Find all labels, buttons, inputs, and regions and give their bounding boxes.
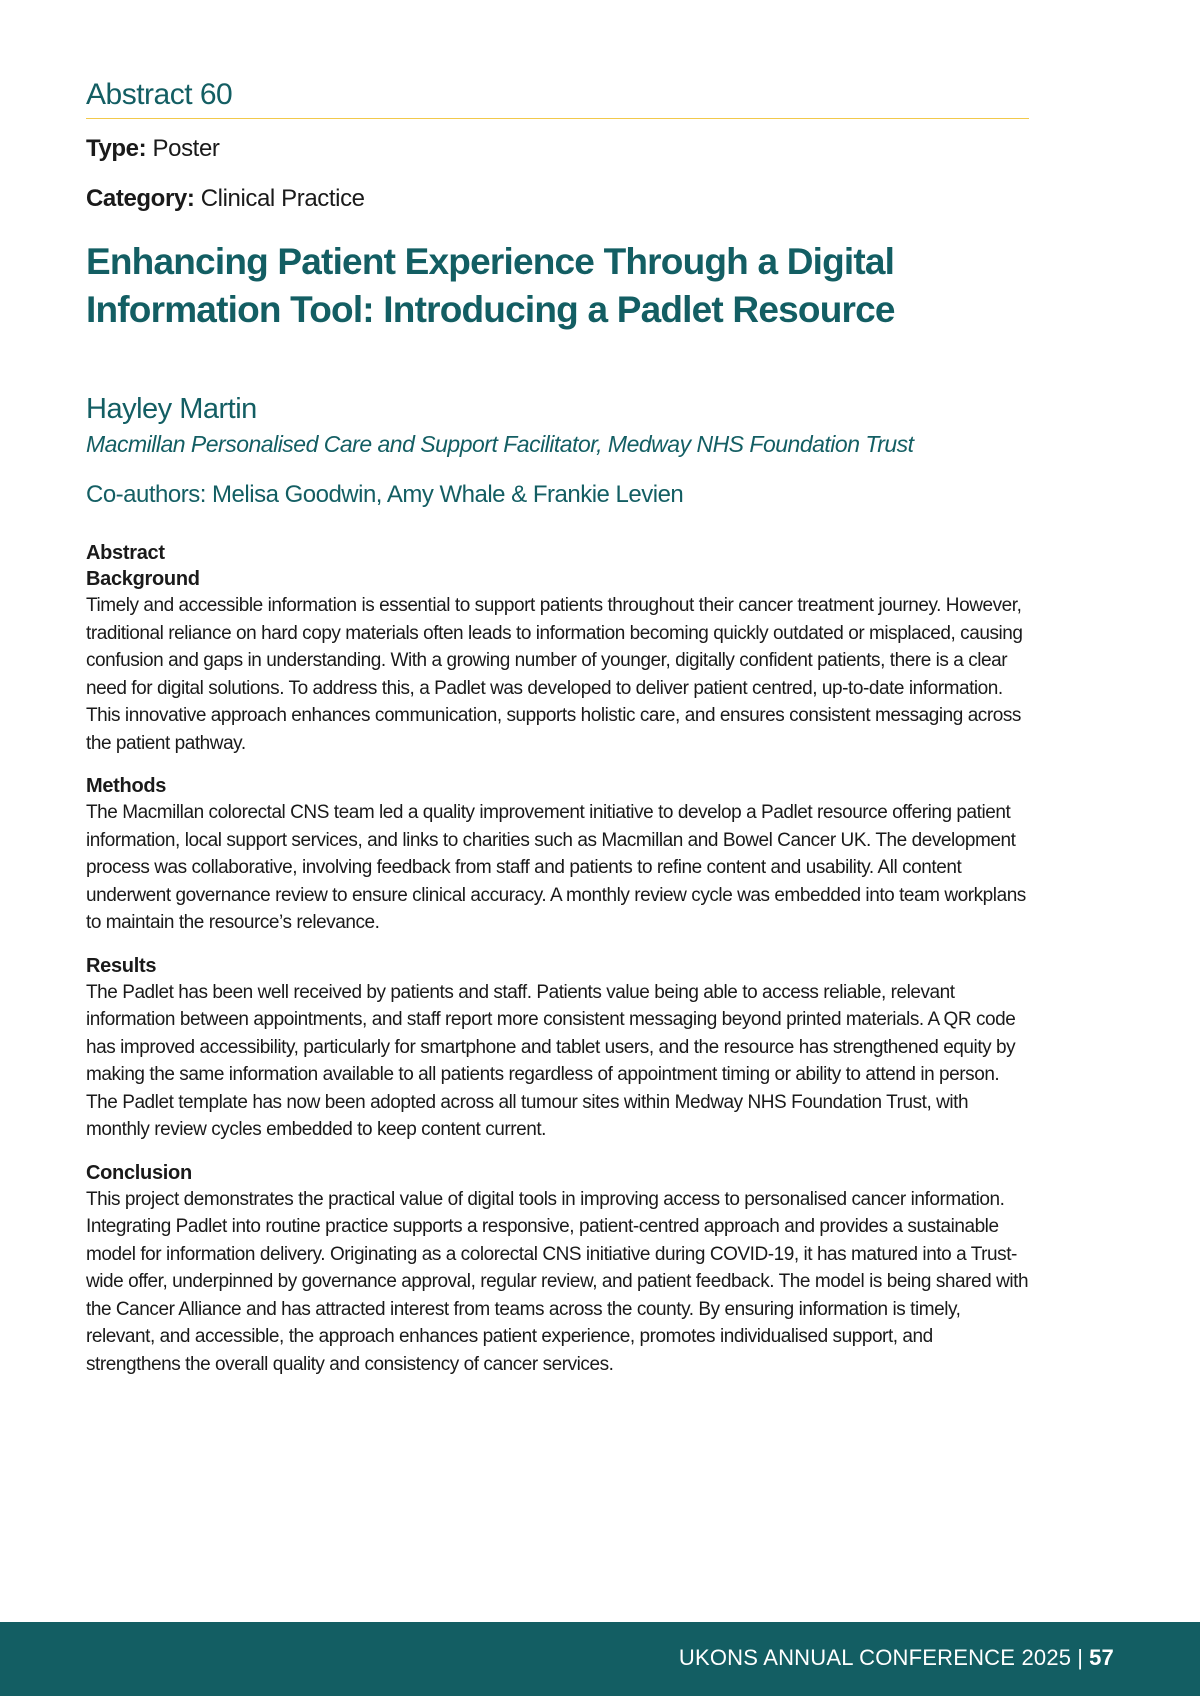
abstract-number: Abstract 60 (86, 78, 233, 111)
type-label: Type: (86, 135, 147, 162)
footer-separator: | (1077, 1645, 1084, 1670)
section-heading: Conclusion (86, 1161, 192, 1184)
author-name: Hayley Martin (86, 393, 257, 425)
section-text: The Padlet has been well received by patients and staff. Patients value being able to access reliable, relevant information between appointments, and staff report more consistent messaging beyond printed materials. A QR code has improved accessibility, particularly for smartphone and tablet users, and the resource has strengthened equity by making the same information available to all patients regardless of appointment timing or ability to attend in person. The Padlet template has now been adopted across all tumour sites within Medway NHS Foundation Trust, with monthly review cycles embedded to keep content current. (86, 981, 1016, 1140)
header-divider (86, 118, 1029, 119)
category-line (86, 186, 365, 212)
section-methods (86, 773, 1029, 937)
section-background (86, 566, 1029, 757)
page-number: 57 (1089, 1645, 1114, 1670)
abstract-body (86, 540, 1029, 1394)
conference-name: UKONS ANNUAL CONFERENCE 2025 (678, 1645, 1072, 1670)
footer-text (679, 1646, 1114, 1670)
page-footer (0, 1622, 1200, 1696)
author-affiliation: Macmillan Personalised Care and Support Facilitator, Medway NHS Foundation Trust (86, 431, 914, 457)
section-text: This project demonstrates the practical value of digital tools in improving access to personalised cancer information. Integrating Padlet into routine practice supports a responsive, patient-centred approach and provides a sustainable model for information delivery. Originating as a colorectal CNS initiative during COVID-19, it has matured into a Trust-wide offer, underpinned by governance approval, regular review, and patient feedback. The model is being shared with the Cancer Alliance and has attracted interest from teams across the county. By ensuring information is timely, relevant, and accessible, the approach enhances patient experience, promotes individualised support, and strengthens the overall quality and consistency of cancer services. (86, 1188, 1029, 1375)
section-text: Timely and accessible information is essential to support patients throughout their cancer treatment journey. However, traditional reliance on hard copy materials often leads to information becoming quickly outdated or misplaced, causing confusion and gaps in understanding. With a growing number of younger, digitally confident patients, there is a clear need for digital solutions. To address this, a Padlet was developed to deliver patient centred, up-to-date information. This innovative approach enhances communication, supports holistic care, and ensures consistent messaging across the patient pathway. (86, 595, 1023, 754)
abstract-heading: Abstract (86, 542, 165, 564)
section-text: The Macmillan colorectal CNS team led a quality improvement initiative to develop a Padlet resource offering patient information, local support services, and links to charities such as Macmillan and Bowel Cancer UK. The development process was collaborative, involving feedback from staff and patients to refine content and usability. All content underwent governance review to ensure clinical accuracy. A monthly review cycle was embedded into team workplans to maintain the resource’s relevance. (86, 802, 1026, 933)
category-label: Category: (86, 185, 195, 212)
type-value: Poster (152, 135, 220, 162)
section-conclusion (86, 1160, 1029, 1379)
section-heading: Methods (86, 775, 167, 797)
section-heading: Background (86, 568, 200, 590)
coauthors: Co-authors: Melisa Goodwin, Amy Whale & Frankie Levien (86, 481, 684, 508)
section-results (86, 953, 1029, 1144)
category-value: Clinical Practice (200, 185, 365, 212)
type-line (86, 136, 219, 162)
abstract-title: Enhancing Patient Experience Through a Digital Information Tool: Introducing a Padlet Resource (86, 241, 895, 330)
section-heading: Results (86, 954, 157, 977)
